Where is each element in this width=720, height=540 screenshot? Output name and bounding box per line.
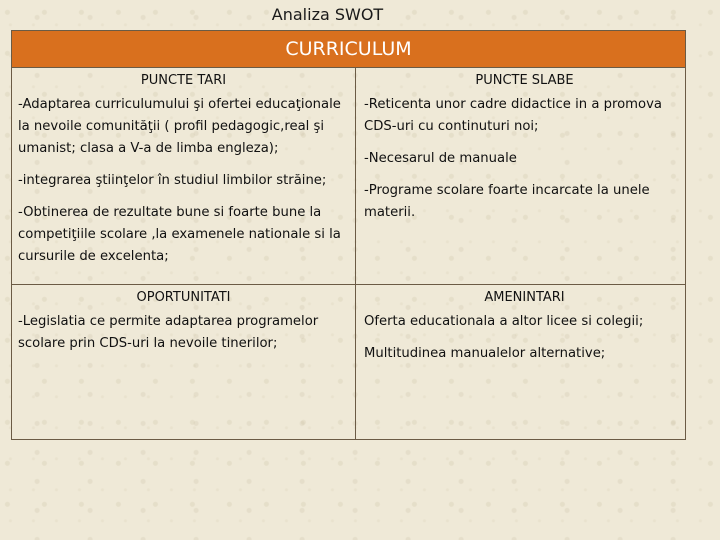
strength-item-3: -Obtinerea de rezultate bune si foarte bune la competiţiile scolare ,la examenele nationale si la cursurile de excelenta; (18, 205, 341, 264)
weaknesses-list (364, 94, 685, 240)
threats-list (364, 311, 685, 381)
weakness-item-1: -Reticenta unor cadre didactice in a promova CDS-uri cu continuturi noi; (364, 97, 662, 134)
opportunity-item-1: -Legislatia ce permite adaptarea programelor scolare prin CDS-uri la nevoile tinerilor; (18, 314, 319, 351)
threat-item-2: Multitudinea manualelor alternative; (364, 346, 606, 361)
weakness-item-3: -Programe scolare foarte incarcate la unele materii. (364, 183, 650, 220)
strength-item-2: -integrarea ştiinţelor în studiul limbilor străine; (18, 173, 327, 188)
row-opportunities-threats (12, 285, 685, 439)
strengths-list (12, 94, 355, 284)
weaknesses-header: PUNCTE SLABE (475, 73, 574, 88)
weakness-item-2: -Necesarul de manuale (364, 151, 517, 166)
opportunities-list (12, 311, 355, 371)
strengths-header: PUNCTE TARI (140, 73, 227, 88)
threats-header: AMENINTARI (484, 290, 565, 305)
weaknesses-cell (356, 68, 685, 284)
swot-table (11, 30, 686, 440)
threats-cell (356, 285, 685, 439)
title-bar: CURRICULUM (12, 31, 685, 68)
opportunities-cell (12, 285, 356, 439)
row-strengths-weaknesses (12, 68, 685, 285)
opportunities-header: OPORTUNITATI (136, 290, 231, 305)
threat-item-1: Oferta educationala a altor licee si colegii; (364, 314, 644, 329)
strengths-cell (12, 68, 356, 284)
page-heading: Analiza SWOT (271, 5, 384, 24)
strength-item-1: -Adaptarea curriculumului şi ofertei educaţionale la nevoile comunităţii ( profil pedagogic,real şi umanist; clasa a V-a de limba engleza); (18, 97, 341, 156)
